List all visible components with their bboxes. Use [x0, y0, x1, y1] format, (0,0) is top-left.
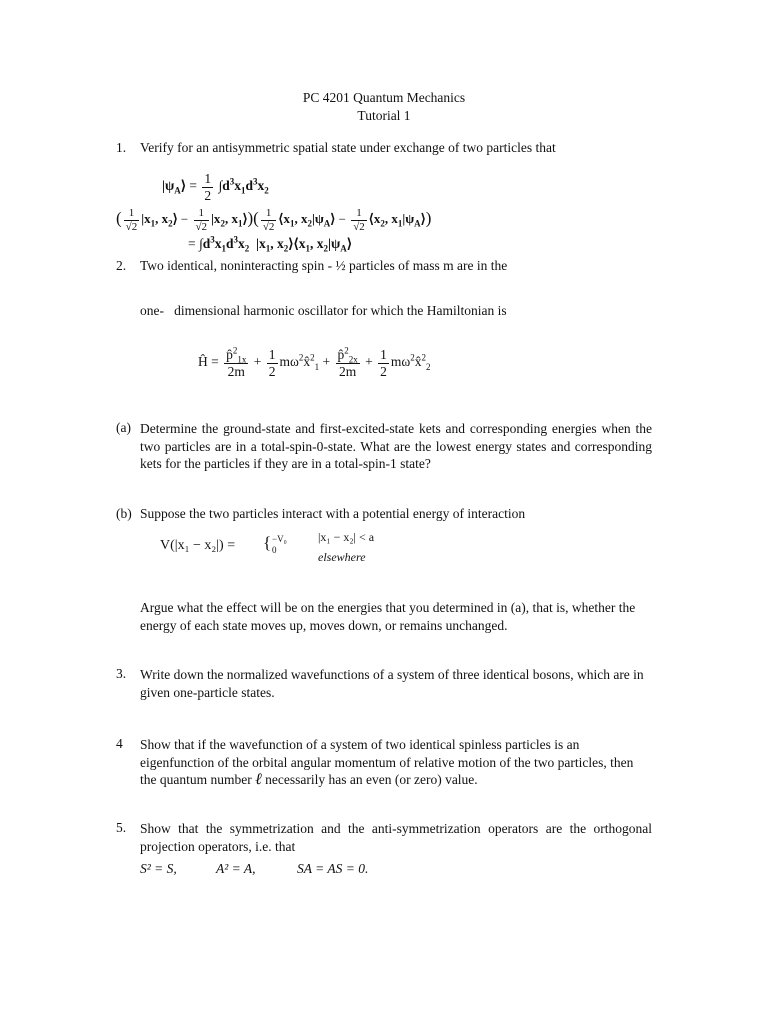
- potential-condition-1: |x₁ − x₂| < a: [318, 530, 375, 544]
- document-title: PC 4201 Quantum Mechanics: [302, 90, 466, 105]
- question-1-text: Verify for an antisymmetric spatial state under exchange of two particles that: [140, 140, 556, 155]
- potential-case-2: 0: [272, 545, 277, 555]
- potential-case-1: −V₀: [272, 534, 287, 544]
- part-a-label: (a): [116, 420, 131, 435]
- equation-hamiltonian: Ĥ = $\frac{p̂^2_{1x}}{2m}$ + $\frac{1}{2}$ $m\omega^2x̂^2_1$ + $\frac{p̂^2_{2x}}{2m}$ + $\frac{1}{2}$ $m\omega^2x̂^2_2$: [198, 345, 431, 379]
- question-5-text: Show that the symmetrization and the anti-symmetrization operators are the orthogonal projection operators, i.e. that: [140, 821, 652, 854]
- equation-result: = $\int d^3x_1d^3x_2$ $|x_1$, $x_2⟩⟨x_1$, $x_2|\psi_A⟩$: [188, 234, 353, 254]
- equation-sa-as: SA = AS = 0.: [297, 861, 369, 876]
- part-a-text: Determine the ground-state and first-excited-state kets and corresponding energies when the two particles are in a total-spin-0-state. What are the lowest energy states and corresponding kets for the particles if they are in a total-spin-1 state?: [140, 421, 652, 471]
- part-b-label: (b): [116, 506, 132, 521]
- equation-s-squared: S² = S,: [140, 861, 177, 876]
- question-3-number: 3.: [116, 666, 127, 681]
- question-2-text-line1: Two identical, noninteracting spin - ½ particles of mass m are in the: [140, 258, 508, 273]
- part-b-text: Suppose the two particles interact with a potential energy of interaction: [140, 506, 526, 521]
- question-2-number: 2.: [116, 258, 127, 273]
- question-4-text-after: necessarily has an even (or zero) value.: [265, 772, 478, 787]
- equation-potential-lhs: V(|x₁ − x₂|) =: [160, 538, 236, 553]
- question-4-text: [140, 736, 652, 789]
- equation-a-squared: A² = A,: [216, 861, 256, 876]
- question-1-number: 1.: [116, 140, 127, 155]
- equation-psi-a: $|\psi_A⟩$ = $\frac{1}{2}$ $\int d^3x_1d^3x_2$: [162, 171, 269, 203]
- question-3-text: Write down the normalized wavefunctions of a system of three identical bosons, which are in given one-particle states.: [140, 667, 644, 700]
- part-b-argue-text: Argue what the effect will be on the energies that you determined in (a), that is, whether the energy of each state moves up, moves down, or remains unchanged.: [140, 600, 636, 633]
- potential-condition-2: elsewhere: [318, 550, 366, 564]
- equation-exchange-expansion: ( $\frac{1}{√2}$ $|x_1$, $x_2⟩$ − $\frac{1}{√2}$ $|x_2$, $x_1⟩$)( $\frac{1}{√2}$ $⟨x_1$, $x_2|\psi_A⟩$ − $\frac{1}{√2}$ $⟨x_2$, $x_1|\psi_A⟩$): [116, 207, 432, 233]
- potential-brace: {: [263, 533, 272, 552]
- question-5-number: 5.: [116, 820, 127, 835]
- question-4-text-before: Show that if the wavefunction of a system of two identical spinless particles is an eigenfunction of the orbital angular momentum of relative motion of the two particles, then the quantum number: [140, 737, 634, 787]
- ell-symbol: ℓ: [255, 771, 262, 788]
- document-subtitle: Tutorial 1: [357, 108, 411, 123]
- question-2-text-line2: one- dimensional harmonic oscillator for which the Hamiltonian is: [140, 303, 507, 318]
- question-4-number: 4: [116, 736, 123, 751]
